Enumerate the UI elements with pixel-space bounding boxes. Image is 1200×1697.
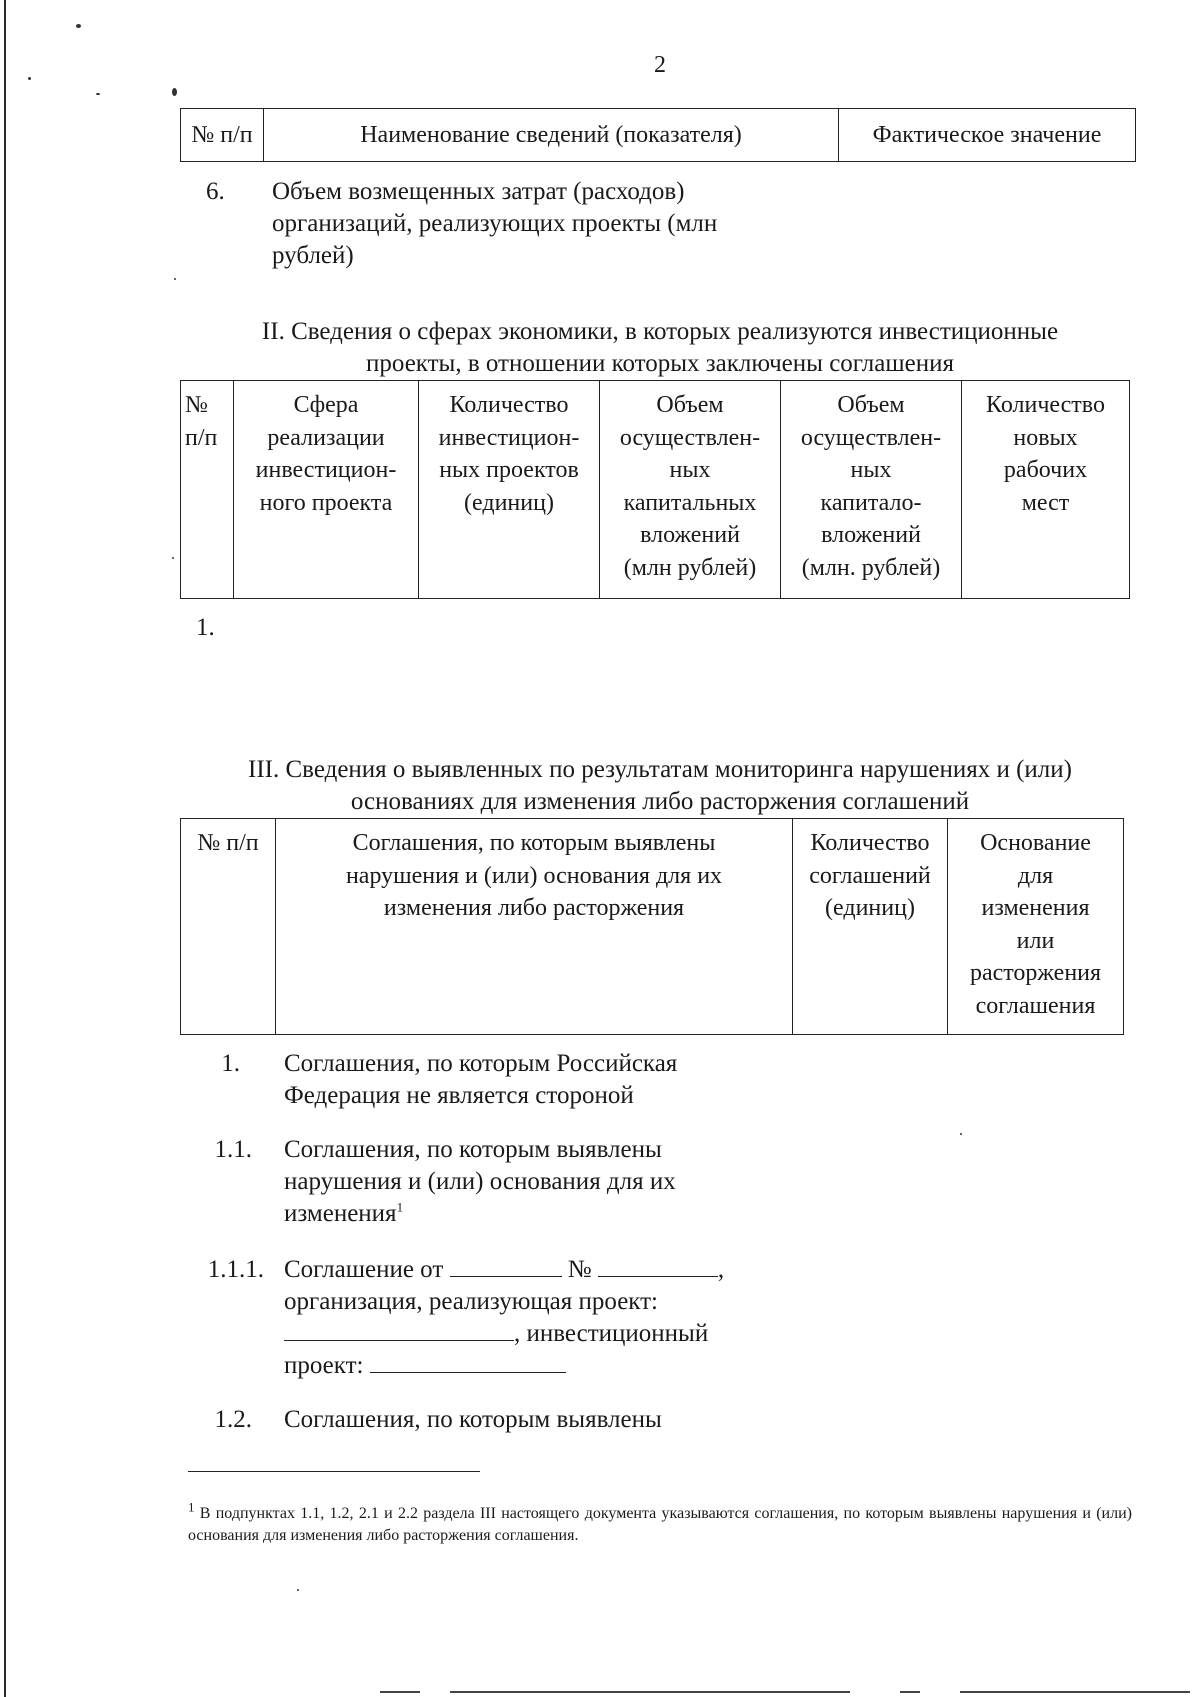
- table-header-row: [181, 109, 1136, 162]
- footnote-divider: [188, 1471, 480, 1472]
- page-number: 2: [654, 52, 666, 78]
- row-text-segment: №: [567, 1256, 592, 1283]
- row-text-segment: Соглашение от: [284, 1256, 444, 1283]
- number-blank-field[interactable]: [598, 1254, 718, 1277]
- table-header-row: [181, 819, 1124, 1035]
- header-line: ных проектов: [439, 457, 579, 483]
- header-line: осуществлен-: [800, 424, 942, 451]
- row-number: 1.: [196, 614, 215, 641]
- header-line: Количество: [810, 830, 930, 856]
- header-cell-number: [181, 381, 234, 599]
- row-number: 6.: [206, 178, 225, 205]
- row-number: 1.1.: [214, 1136, 252, 1163]
- header-cell-name: Наименование сведений (показателя): [264, 109, 839, 162]
- table-header-row: [181, 381, 1130, 599]
- row-number: 1.1.1.: [207, 1256, 264, 1283]
- heading-line: III. Сведения о выявленных по результатам мониторинга нарушениях и (или): [248, 756, 1072, 783]
- page-bottom-edge: [380, 1691, 420, 1693]
- row-text-line: [284, 1254, 844, 1286]
- list-item: [196, 612, 215, 644]
- heading-line: проекты, в отношении которых заключены соглашения: [366, 350, 954, 377]
- scan-speck: [76, 24, 81, 28]
- scan-speck: [172, 557, 174, 559]
- header-line: п/п: [185, 424, 218, 451]
- footnote-marker: 1: [188, 1499, 195, 1515]
- section-heading-2: [180, 316, 1140, 380]
- row-text-line: Федерация не является стороной: [284, 1082, 634, 1109]
- row-text-line: Соглашения, по которым Российская: [284, 1050, 678, 1077]
- header-line: (млн. рублей): [801, 554, 941, 581]
- page-bottom-edge: [960, 1691, 1190, 1693]
- row-text-line: [284, 1318, 844, 1350]
- header-cell-agreement-count: [793, 819, 948, 1035]
- row-text-line: рублей): [272, 242, 354, 269]
- header-line: изменения: [981, 895, 1090, 921]
- heading-line: основаниях для изменения либо расторжения соглашений: [350, 788, 970, 815]
- header-cell-capital-investment: [600, 381, 781, 599]
- header-line: ного проекта: [259, 489, 393, 516]
- row-text-line: [284, 1350, 844, 1382]
- header-line: соглашений: [809, 862, 931, 889]
- violations-table: [180, 818, 1124, 1035]
- scan-speck: [96, 93, 100, 95]
- row-text-segment: изменения: [284, 1200, 397, 1227]
- header-line: капитальных: [623, 489, 757, 516]
- heading-line: II. Сведения о сферах экономики, в которых реализуются инвестиционные: [261, 318, 1059, 345]
- header-line: вложений: [640, 522, 740, 548]
- row-text: [284, 1254, 844, 1382]
- row-text-line: Объем возмещенных затрат (расходов): [272, 178, 685, 205]
- page-bottom-edge: [900, 1691, 920, 1693]
- header-line: (млн рублей): [623, 554, 757, 581]
- header-line: №: [185, 392, 208, 418]
- page-left-edge: [4, 0, 6, 1697]
- header-cell-project-count: [419, 381, 600, 599]
- header-line: расторжения: [969, 960, 1102, 986]
- header-line: рабочих: [1003, 457, 1088, 483]
- header-line: мест: [1021, 489, 1070, 516]
- header-cell-new-jobs: [962, 381, 1130, 599]
- date-blank-field[interactable]: [450, 1254, 562, 1277]
- header-line: соглашения: [975, 992, 1096, 1019]
- row-number: 1.: [221, 1050, 240, 1077]
- scan-speck: [174, 278, 176, 280]
- header-cell-agreements: [276, 819, 793, 1035]
- header-line: (единиц): [464, 489, 554, 516]
- header-cell-sphere: [234, 381, 419, 599]
- row-text: [284, 1048, 844, 1112]
- footnote-text: В подпунктах 1.1, 1.2, 2.1 и 2.2 раздела III настоящего документа указываются соглашения, по которым выявлены нарушения и (или) основания для изменения либо расторжения соглашения.: [188, 1505, 1132, 1544]
- header-line: Соглашения, по которым выявлены: [352, 830, 716, 856]
- row-text: [284, 1134, 844, 1230]
- indicators-table-header: [180, 108, 1136, 162]
- header-line: Основание: [980, 830, 1091, 856]
- header-line: изменения либо расторжения: [383, 895, 685, 921]
- header-line: реализации: [267, 424, 385, 451]
- row-text-line: нарушения и (или) основания для их: [284, 1168, 676, 1195]
- economy-spheres-table: [180, 380, 1130, 599]
- scan-speck: [297, 1589, 299, 1591]
- header-line: нарушения и (или) основания для их: [345, 862, 723, 889]
- header-cell-basis: [948, 819, 1124, 1035]
- row-text-segment: ,: [717, 1256, 725, 1283]
- header-line: Количество: [986, 392, 1105, 418]
- footnote: [188, 1499, 1132, 1547]
- header-line: Количество: [449, 392, 569, 418]
- header-cell-number: № п/п: [181, 109, 264, 162]
- row-text: [272, 176, 792, 272]
- page-bottom-edge: [450, 1691, 850, 1693]
- header-line: инвестицион-: [438, 424, 580, 451]
- header-cell-value: Фактическое значение: [839, 109, 1136, 162]
- row-text-line: организаций, реализующих проекты (млн: [272, 210, 718, 237]
- row-text-segment: проект:: [284, 1352, 364, 1379]
- project-blank-field[interactable]: [370, 1350, 566, 1373]
- header-line: или: [1016, 927, 1055, 954]
- header-line: вложений: [821, 522, 921, 548]
- header-line: новых: [1013, 424, 1078, 451]
- header-line: Сфера: [293, 392, 359, 418]
- header-line: ных: [669, 457, 711, 483]
- header-line: (единиц): [825, 895, 915, 921]
- scan-speck: [172, 88, 177, 96]
- header-line: для: [1017, 862, 1054, 889]
- row-text: [284, 1404, 844, 1436]
- header-line: осуществлен-: [619, 424, 761, 451]
- footnote-ref: 1: [396, 1199, 404, 1215]
- organization-blank-field[interactable]: [284, 1318, 514, 1341]
- row-text-line: Соглашения, по которым выявлены: [284, 1406, 662, 1433]
- row-text-segment: , инвестиционный: [514, 1320, 709, 1347]
- header-cell-number: № п/п: [181, 819, 276, 1035]
- row-number: 1.2.: [214, 1406, 252, 1433]
- header-line: Объем: [656, 392, 724, 418]
- section-heading-3: [180, 754, 1140, 818]
- header-line: ных: [850, 457, 892, 483]
- header-line: инвестицион-: [255, 457, 397, 483]
- header-cell-capital-investment-2: [781, 381, 962, 599]
- scan-speck: [960, 1133, 962, 1135]
- header-line: капитало-: [820, 489, 922, 516]
- header-line: Объем: [837, 392, 905, 418]
- row-text-line: Соглашения, по которым выявлены: [284, 1136, 662, 1163]
- row-text-line: [284, 1198, 844, 1230]
- row-text-line: организация, реализующая проект:: [284, 1288, 658, 1315]
